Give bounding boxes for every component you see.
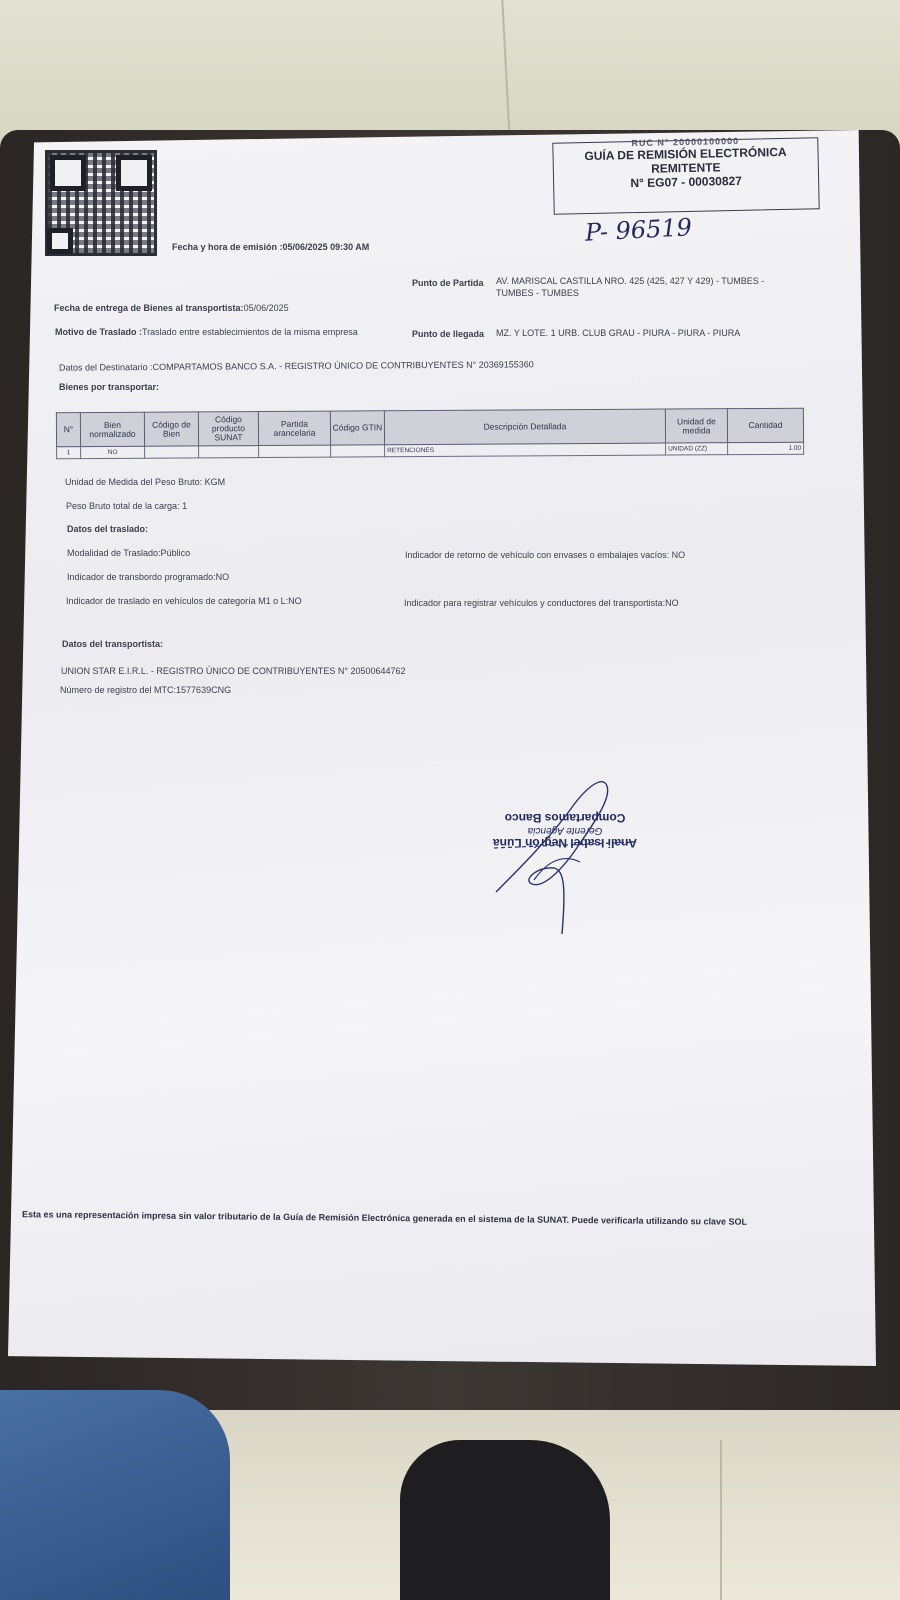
document-header-box	[552, 137, 819, 215]
document-sheet	[8, 130, 876, 1366]
wall-background	[0, 0, 900, 150]
table-header-cell: Código GTIN	[330, 411, 384, 445]
recipient-data: Datos del Destinatario :COMPARTAMOS BANCO S.A. - REGISTRO ÚNICO DE CONTRIBUYENTES N° 20369155360	[58, 359, 534, 373]
table-cell: RETENCIONES	[385, 443, 666, 457]
goods-title: Bienes por transportar:	[59, 382, 160, 392]
handwritten-note: P- 96519	[584, 213, 693, 247]
table-header-cell: N°	[56, 413, 80, 447]
motive-label: Motivo de Traslado :	[55, 327, 143, 337]
transshipment-indicator: Indicador de transbordo programado:NO	[67, 572, 230, 582]
carrier-data: UNION STAR E.I.R.L. - REGISTRO ÚNICO DE CONTRIBUYENTES N° 20500644762	[61, 666, 406, 676]
arrival-label: Punto de llegada	[412, 329, 485, 339]
weight-total: Peso Bruto total de la carga: 1	[66, 501, 188, 511]
table-cell: 1.00	[728, 442, 804, 454]
table-cell: UNIDAD (ZZ)	[666, 443, 728, 455]
ruc-number-cut: RUC N° 20000100000	[631, 135, 740, 149]
motive-row	[55, 327, 358, 337]
table-header-cell: Cantidad	[727, 408, 803, 442]
stamp-role: Gerente Agencia	[527, 825, 603, 836]
table-header-cell: Unidad de medida	[665, 409, 727, 443]
arrival-value: MZ. Y LOTE. 1 URB. CLUB GRAU - PIURA - PIURA - PIURA	[496, 328, 741, 338]
jeans-leg	[0, 1390, 230, 1600]
floor-seam	[720, 1440, 722, 1600]
table-header-cell: Código producto SUNAT	[198, 412, 258, 446]
departure-label: Punto de Partida	[412, 278, 484, 288]
table-cell	[145, 446, 199, 458]
delivery-date-row	[54, 303, 289, 313]
carrier-title: Datos del transportista:	[62, 639, 164, 649]
delivery-label: Fecha de entrega de Bienes al transportista:	[54, 303, 244, 313]
handwritten-signature	[488, 770, 638, 940]
header-number: N° EG07 - 00030827	[630, 173, 743, 191]
stamp-company: Compartamos Banco	[504, 811, 626, 825]
delivery-date: 05/06/2025	[243, 303, 289, 313]
footer-text: Esta es una representación impresa sin valor tributario de la Guía de Remisión Electrónica generada en el sistema de la SUNAT. Puede verificarla utilizando su clave SOL	[21, 1209, 748, 1227]
motive-value: Traslado entre establecimientos de la misma empresa	[142, 327, 358, 337]
table-header-cell: Código de Bien	[144, 412, 198, 446]
table-header-cell: Descripción Detallada	[384, 409, 665, 445]
mtc-registration: Número de registro del MTC:1577639CNG	[60, 685, 232, 695]
stamp-name: Anali Isabel Negrón Luna	[492, 836, 638, 850]
m1-category-indicator: Indicador de traslado en vehículos de categoría M1 o L:NO	[66, 596, 302, 606]
table-cell: 1	[57, 447, 81, 459]
table-header-cell: Partida arancelaria	[258, 411, 330, 445]
table-cell	[199, 446, 259, 458]
departure-line1: AV. MARISCAL CASTILLA NRO. 425 (425, 427 Y 429) - TUMBES -	[496, 276, 765, 286]
table-header-cell: Bien normalizado	[80, 412, 144, 446]
weight-unit: Unidad de Medida del Peso Bruto: KGM	[65, 477, 226, 487]
transfer-title: Datos del traslado:	[67, 524, 149, 534]
table-cell: NO	[81, 446, 145, 458]
table-cell	[259, 445, 331, 457]
return-indicator: Indicador de retorno de vehículo con envases o embalajes vacíos: NO	[405, 550, 686, 560]
emission-datetime: Fecha y hora de emisión :05/06/2025 09:30 AM	[172, 242, 370, 252]
table-header-row	[56, 408, 803, 447]
table-cell	[331, 445, 385, 457]
shoe	[400, 1440, 610, 1600]
header-subtitle: REMITENTE	[651, 160, 721, 176]
header-title: GUÍA DE REMISIÓN ELECTRÓNICA	[584, 144, 787, 164]
transfer-mode: Modalidad de Traslado:Público	[67, 548, 191, 558]
qr-finder-pattern	[47, 228, 73, 254]
departure-line2: TUMBES - TUMBES	[496, 288, 579, 298]
goods-table	[56, 408, 804, 460]
register-indicator: Indicador para registrar vehículos y conductores del transportista:NO	[404, 598, 679, 608]
